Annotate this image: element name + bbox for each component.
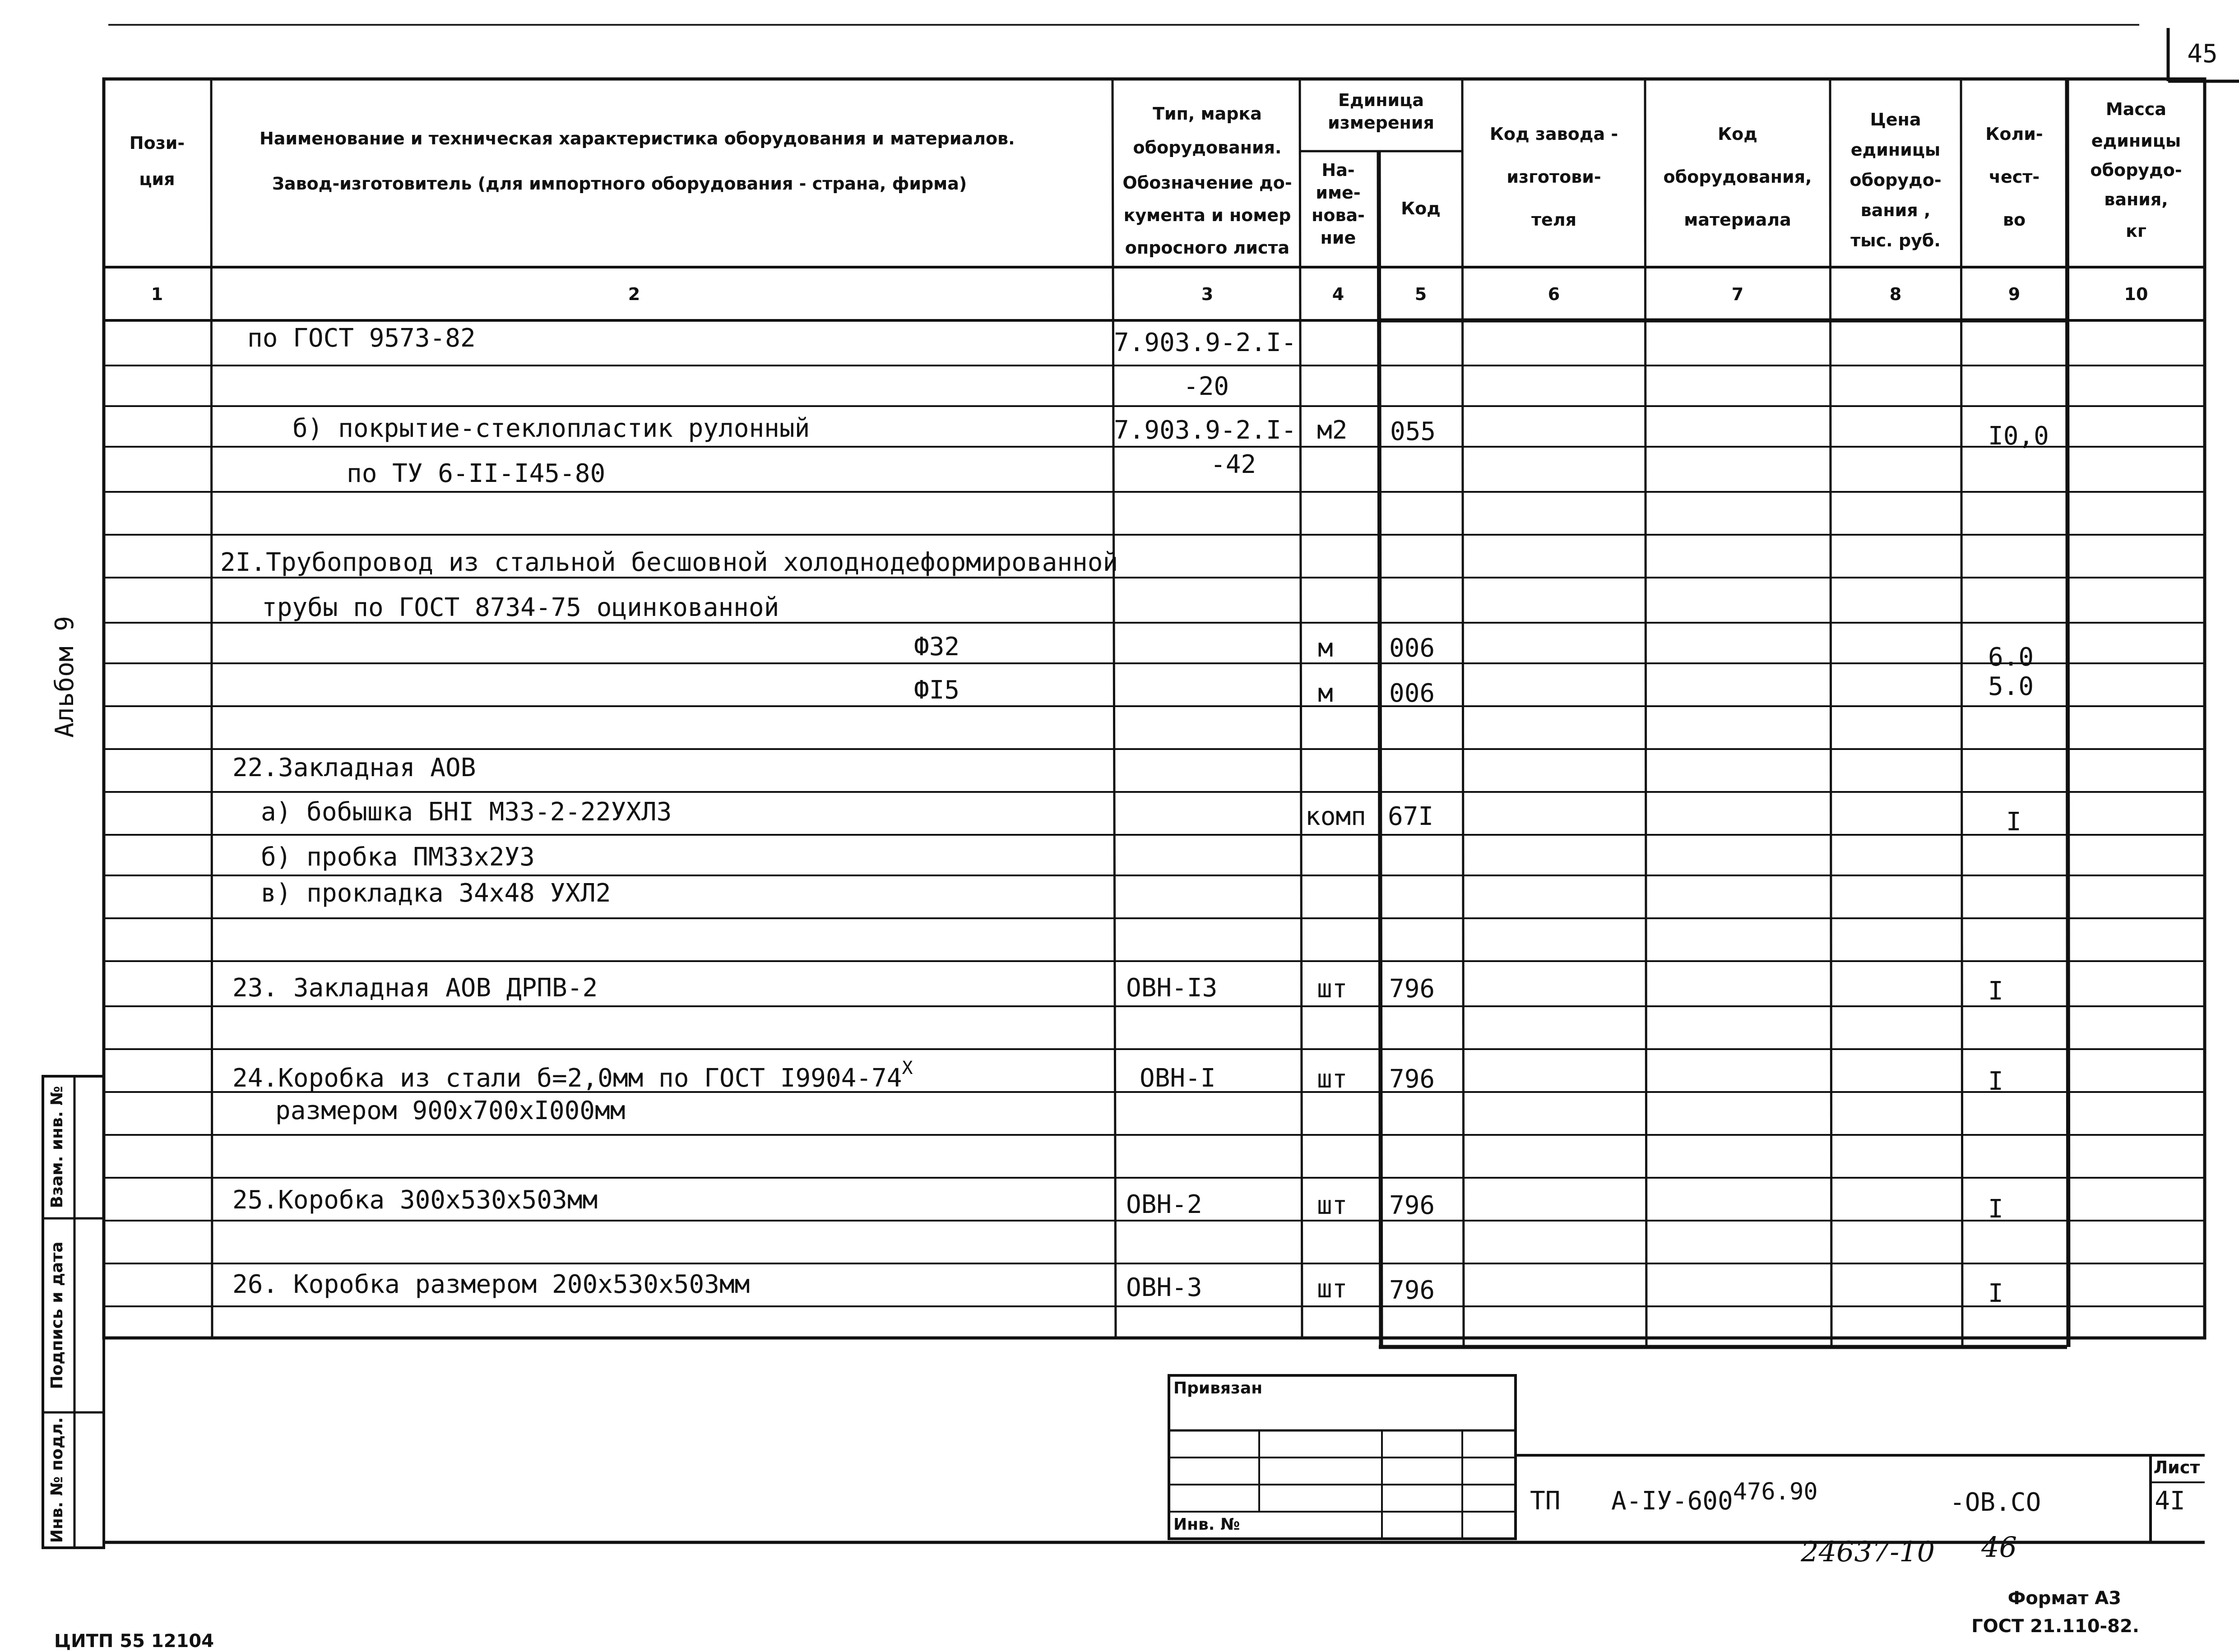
row-name: 26. Коробка размером 200х530х503мм — [232, 1270, 750, 1299]
row-doc: ОВН-2 — [1126, 1190, 1202, 1219]
row-unit: м2 — [1317, 416, 1348, 445]
header-mass-2: единицы — [2091, 131, 2181, 151]
row-code: 796 — [1389, 1064, 1435, 1094]
page-number: 45 — [2187, 39, 2218, 69]
album-label: Альбом 9 — [50, 616, 79, 738]
title-suffix: -ОВ.СО — [1950, 1488, 2041, 1517]
header-manufacturer: Завод-изготовитель (для импортного оборудования - страна, фирма) — [272, 174, 967, 194]
header-price-4: вания , — [1860, 200, 1931, 220]
row-qty: I — [2006, 807, 2021, 837]
col-number-4: 4 — [1332, 284, 1344, 304]
col-number-9: 9 — [2008, 284, 2021, 304]
row-unit: комп — [1305, 802, 1366, 831]
row-code: 006 — [1389, 634, 1435, 663]
row-name: Ф32 — [914, 632, 960, 662]
col-number-2: 2 — [628, 284, 640, 304]
row-name: 24.Коробка из стали б=2,0мм по ГОСТ $I9904-74^X$ — [232, 1058, 913, 1093]
header-factory-1: Код завода - — [1489, 124, 1618, 144]
stamp-original-inv: Инв. № подл. — [48, 1417, 66, 1543]
format-label: Формат А3 — [2007, 1588, 2121, 1609]
row-name: 25.Коробка 300х530х503мм — [232, 1185, 598, 1215]
header-price-2: единицы — [1850, 140, 1941, 160]
row-qty: I — [1988, 1279, 2003, 1308]
row-qty: I — [1988, 1194, 2003, 1224]
row-code: 055 — [1390, 417, 1436, 446]
row-name: б) покрытие-стеклопластик рулонный — [292, 414, 810, 443]
row-code: 796 — [1389, 974, 1435, 1004]
col-number-7: 7 — [1731, 284, 1744, 304]
row-unit: шт — [1317, 1191, 1348, 1220]
header-unit-name-2: име- — [1316, 183, 1361, 203]
row-doc: -20 — [1183, 372, 1229, 401]
row-name: размером 900х700хI000мм — [275, 1096, 626, 1125]
row-qty: 5.0 — [1988, 672, 2034, 701]
header-position: Пози- — [129, 133, 185, 153]
title-tp: ТП — [1530, 1486, 1561, 1516]
row-doc: 7.903.9-2.I- — [1114, 328, 1297, 357]
header-qty-3: во — [2003, 210, 2026, 230]
stamp-replacement-inv: Взам. инв. № — [48, 1086, 66, 1208]
row-name: по ГОСТ 9573-82 — [247, 324, 476, 353]
row-doc: -42 — [1210, 450, 1256, 479]
handwritten-page: 46 — [1981, 1531, 2017, 1564]
col-number-8: 8 — [1889, 284, 1902, 304]
sheet-number: 4I — [2155, 1486, 2185, 1516]
col-number-10: 10 — [2124, 284, 2148, 304]
binding-title: Привязан — [1173, 1379, 1263, 1397]
header-mass-3: оборудо- — [2090, 160, 2182, 180]
header-factory-3: теля — [1531, 210, 1577, 230]
header-type-1: Тип, марка — [1153, 104, 1262, 124]
row-qty: I — [1988, 976, 2003, 1006]
header-qty-2: чест- — [1989, 167, 2040, 187]
col-number-3: 3 — [1201, 284, 1214, 304]
header-equipment-code-3: материала — [1684, 210, 1791, 230]
row-name: в) прокладка 34х48 УХЛ2 — [261, 879, 611, 908]
gost-label: ГОСТ 21.110-82. — [1971, 1616, 2139, 1637]
row-name: по ТУ 6-II-I45-80 — [347, 459, 606, 488]
row-unit: шт — [1317, 974, 1348, 1004]
header-name: Наименование и техническая характеристика оборудования и материалов. — [260, 129, 1015, 148]
header-type-5: опросного листа — [1125, 238, 1290, 258]
row-doc: ОВН-I3 — [1126, 973, 1218, 1003]
col-number-1: 1 — [151, 284, 163, 304]
header-factory-2: изготови- — [1507, 167, 1601, 187]
row-name: ФI5 — [914, 676, 960, 705]
header-unit-name-1: На- — [1321, 160, 1355, 180]
row-name: 2I.Трубопровод из стальной бесшовной холоднодеформированной — [220, 548, 1118, 577]
header-equipment-code-2: оборудования, — [1663, 167, 1812, 187]
row-qty: I — [1988, 1067, 2003, 1096]
header-unit-name-4: ние — [1320, 228, 1356, 248]
row-name: 22.Закладная АОВ — [232, 753, 476, 782]
handwritten-number: 24637-10 — [1801, 1535, 1935, 1568]
row-doc: ОВН-3 — [1126, 1273, 1202, 1302]
header-unit-name-3: нова- — [1312, 205, 1365, 225]
header-position-2: ция — [139, 169, 175, 189]
stamp-signature-date: Подпись и дата — [48, 1241, 66, 1389]
row-name: трубы по ГОСТ 8734-75 оцинкованной — [262, 593, 779, 622]
header-type-2: оборудования. — [1133, 138, 1282, 157]
header-price-1: Цена — [1870, 110, 1921, 130]
row-doc: 7.903.9-2.I- — [1114, 416, 1297, 445]
binding-inv-label: Инв. № — [1173, 1515, 1240, 1534]
header-mass-5: кг — [2126, 221, 2146, 241]
row-name: а) бобышка БНI М33-2-22УХЛЗ — [261, 797, 672, 827]
header-price-3: оборудо- — [1850, 170, 1942, 190]
row-name: 23. Закладная АОВ ДРПВ-2 — [232, 973, 598, 1003]
header-unit-2: измерения — [1328, 113, 1434, 133]
row-code: 796 — [1389, 1191, 1435, 1220]
header-price-5: тыс. руб. — [1850, 231, 1941, 250]
header-qty-1: Коли- — [1985, 124, 2043, 144]
row-name: б) пробка ПМ33х2УЗ — [261, 842, 535, 872]
row-code: 006 — [1389, 679, 1435, 708]
title-code: А-IУ-600476.90 — [1611, 1478, 1818, 1516]
row-unit: шт — [1317, 1064, 1348, 1094]
sheet-label: Лист — [2153, 1458, 2200, 1477]
row-code: 796 — [1389, 1276, 1435, 1305]
col-number-5: 5 — [1414, 284, 1427, 304]
row-doc: ОВН-I — [1140, 1064, 1216, 1093]
header-unit-1: Единица — [1338, 90, 1424, 110]
row-unit: м — [1318, 679, 1333, 708]
col-number-6: 6 — [1548, 284, 1560, 304]
row-unit: шт — [1317, 1274, 1348, 1304]
header-type-4: кумента и номер — [1123, 205, 1291, 225]
row-qty: I0,0 — [1988, 421, 2049, 451]
header-mass-1: Масса — [2105, 99, 2167, 119]
row-code: 67I — [1388, 802, 1434, 831]
header-unit-code: Код — [1401, 199, 1441, 218]
header-equipment-code-1: Код — [1718, 124, 1757, 144]
header-type-3: Обозначение до- — [1122, 173, 1292, 193]
citp-stamp: ЦИТП 55 12104 — [54, 1631, 214, 1652]
header-mass-4: вания, — [2104, 190, 2168, 209]
row-qty: 6.0 — [1988, 643, 2034, 672]
row-unit: м — [1318, 634, 1333, 663]
